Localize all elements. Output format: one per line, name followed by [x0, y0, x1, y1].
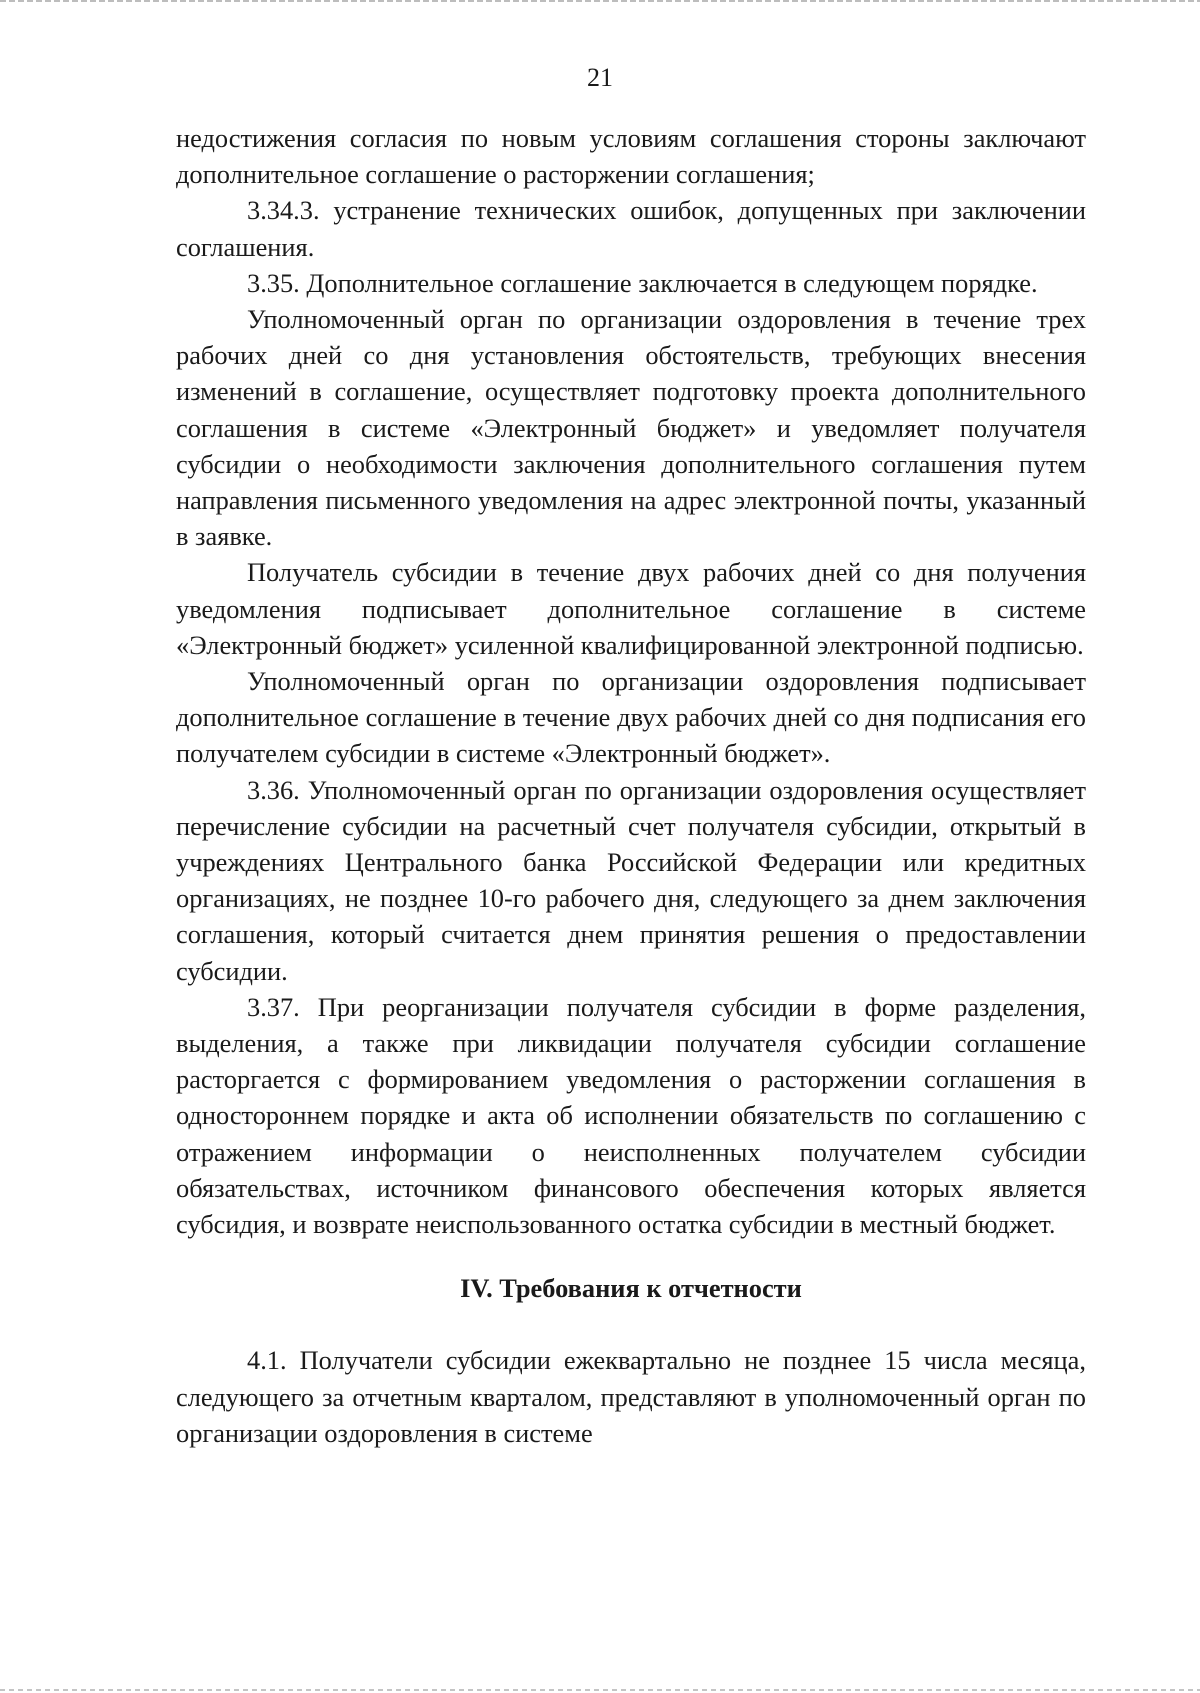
paragraph-4-1: 4.1. Получатели субсидии ежеквартально не позднее 15 числа месяца, следующего за отчетным кварталом, представляют в уполномоченный орган по организации оздоровления в системе — [176, 1345, 1086, 1448]
paragraph-3-35: 3.35. Дополнительное соглашение заключается в следующем порядке. — [247, 267, 1038, 298]
document-body — [176, 120, 1086, 1451]
paragraph-recipient-signs: Получатель субсидии в течение двух рабочих дней со дня получения уведомления подписывает дополнительное соглашение в системе «Электронный бюджет» усиленной квалифицированной электронной подписью. — [176, 557, 1086, 660]
section-heading: IV. Требования к отчетности — [460, 1273, 802, 1304]
page-number: 21 — [587, 63, 613, 92]
paragraph-3-37: 3.37. При реорганизации получателя субсидии в форме разделения, выделения, а также при ликвидации получателя субсидии соглашение расторгается с формированием уведомления о расторжении соглашения в одностороннем порядке и акта об исполнении обязательств по соглашению с отражением информации о неисполненных получателем субсидии обязательствах, источником финансового обеспечения которых является субсидия, и возврате неиспользованного остатка субсидии в местный бюджет. — [176, 991, 1086, 1240]
paragraph-authorized-body-signs: Уполномоченный орган по организации оздоровления подписывает дополнительное соглашение в течение двух рабочих дней со дня подписания его получателем субсидии в системе «Электронный бюджет». — [176, 666, 1086, 769]
scan-edge-bottom — [0, 1689, 1200, 1691]
paragraph-authorized-body: Уполномоченный орган по организации оздоровления в течение трех рабочих дней со дня установления обстоятельств, требующих внесения изменений в соглашение, осуществляет подготовку проекта дополнительного соглашения в системе «Электронный бюджет» и уведомляет получателя субсидии о необходимости заключения дополнительного соглашения путем направления письменного уведомления на адрес электронной почты, указанный в заявке. — [176, 304, 1086, 552]
scan-edge-top — [0, 0, 1200, 2]
paragraph-3-36: 3.36. Уполномоченный орган по организации оздоровления осуществляет перечисление субсидии на расчетный счет получателя субсидии, открытый в учреждениях Центрального банка Российской Федерации или кредитных организациях, не позднее 10-го рабочего дня, следующего за днем заключения соглашения, который считается днем принятия решения о предоставлении субсидии. — [176, 774, 1086, 986]
paragraph-3-34-3: 3.34.3. устранение технических ошибок, допущенных при заключении соглашения. — [176, 195, 1086, 262]
paragraph-continuation: недостижения согласия по новым условиям соглашения стороны заключают дополнительное соглашение о расторжении соглашения; — [176, 123, 1086, 190]
